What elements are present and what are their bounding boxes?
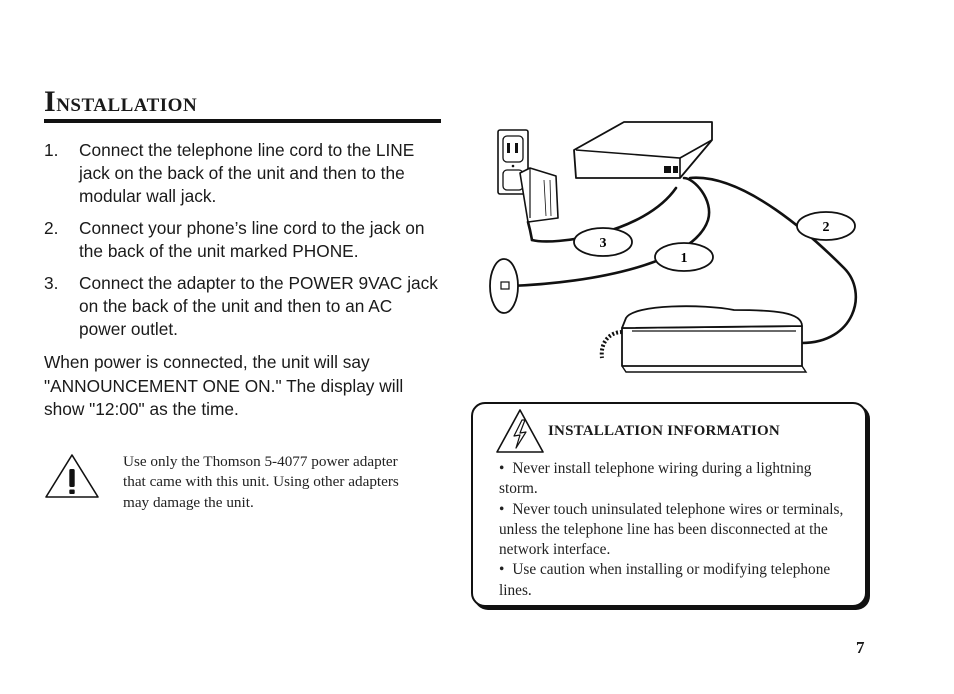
adapter-caution-note: Use only the Thomson 5-4077 power adapter that came with this unit. Using other adapters may damage the unit. [123,453,399,511]
info-box-item: • Use caution when installing or modifying telephone lines. [499,560,849,601]
step-item [44,139,444,208]
page-number: 7 [856,638,865,657]
info-box-item: • Never install telephone wiring during a lightning storm. [499,459,849,500]
callout-1-label: 1 [680,251,688,266]
title-rest: NSTALLATION [56,95,198,116]
step-number: 3. [44,273,59,293]
installation-info-box [471,402,867,607]
answering-machine-icon [574,122,712,178]
installation-steps [44,139,444,350]
power-adapter-icon [520,168,558,240]
callout-2-label: 2 [822,220,830,235]
callout-3 [574,228,632,256]
step-item [44,272,444,341]
title-rule [44,119,441,123]
callout-3-label: 3 [599,236,607,251]
telephone-icon [602,306,806,372]
step-number: 2. [44,218,59,238]
page-title [44,86,197,122]
power-note: When power is connected, the unit will say "ANNOUNCEMENT ONE ON." The display will show "12:00" as the time. [44,352,404,419]
lightning-warning-icon [495,408,545,454]
step-text: Connect your phone’s line cord to the jack on the back of the unit marked PHONE. [79,218,425,261]
title-initial: I [44,85,57,118]
caution-icon [44,453,100,499]
step-number: 1. [44,140,59,160]
wall-jack-icon [490,259,518,313]
info-box-list [499,459,849,601]
installation-diagram [484,118,864,380]
callout-2 [797,212,855,240]
step-item [44,217,444,263]
step-text: Connect the telephone line cord to the LINE jack on the back of the unit and then to the modular wall jack. [79,140,415,206]
callout-1 [655,243,713,271]
step-text: Connect the adapter to the POWER 9VAC jack on the back of the unit and then to an AC power outlet. [79,273,438,339]
info-box-title: INSTALLATION INFORMATION [548,423,780,439]
info-box-item: • Never touch uninsulated telephone wires or terminals, unless the telephone line has been disconnected at the network interface. [499,500,849,561]
